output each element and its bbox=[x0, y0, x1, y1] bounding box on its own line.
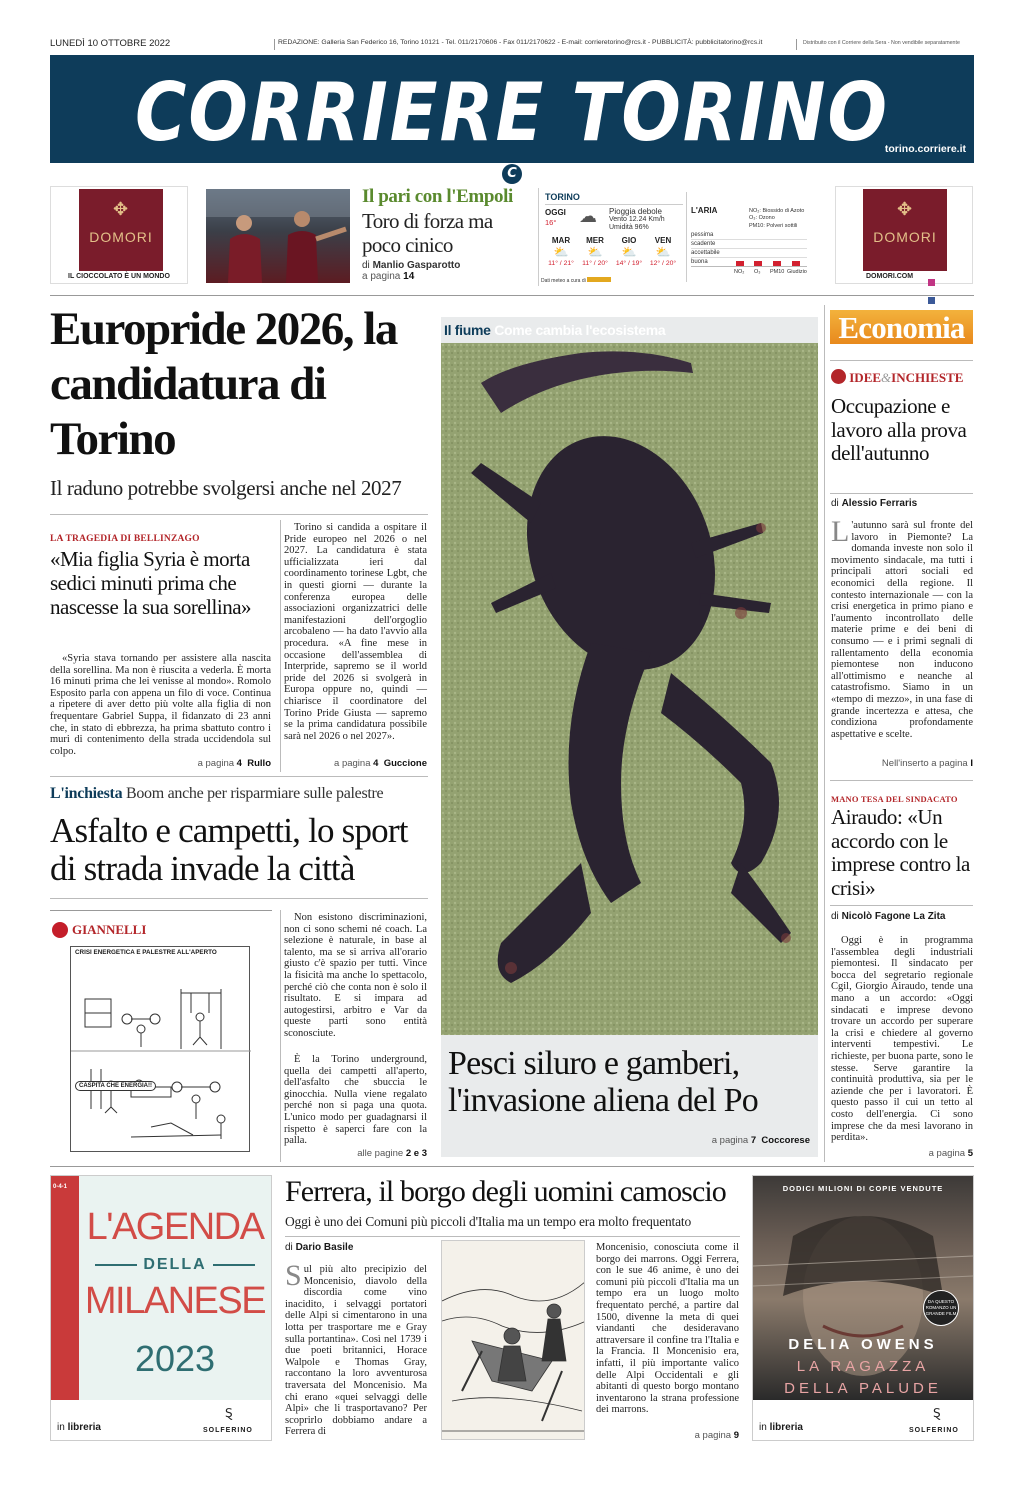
lead-headline[interactable]: Europride 2026, la candidatura di Torino bbox=[50, 303, 397, 465]
tragedia-kicker: LA TRAGEDIA DI BELLINZAGO bbox=[50, 534, 200, 544]
sindacato-kicker: MANO TESA DEL SINDACATO bbox=[831, 794, 958, 804]
book-film-badge: DA QUESTO ROMANZO UN GRANDE FILM bbox=[923, 1290, 959, 1326]
lead-author: Guccione bbox=[383, 758, 427, 769]
air-axis-0: NO₂ bbox=[734, 269, 745, 275]
economia-body-wrap bbox=[831, 515, 973, 740]
sun-cloud-icon: ⛅ bbox=[655, 245, 671, 259]
social-icons bbox=[928, 273, 944, 280]
tragedia-body: «Syria stava tornando per assistere alla nascita della sorellina. Ma non è riuscita a vederla. È morta 16 minuti prima che lei venisse al mondo». Romolo Esposito parla con appena un filo di voce. Continua a ripetere di aver detto più volte alla figlia di non frequentare Gabriel Suppa, il fidanzato di 23 anni che, in stato di ebbrezza, ha prima sbattuto contro i muri di contenimento della strada uccidendola sul colpo. bbox=[50, 653, 271, 757]
air-title: L'ARIA bbox=[691, 206, 718, 215]
agenda-in-libreria: in libreria bbox=[57, 1422, 101, 1433]
fiume-box bbox=[441, 317, 818, 1157]
agenda-badge: 0-4-1 bbox=[53, 1184, 68, 1190]
air-bar-pm10 bbox=[773, 261, 781, 266]
domori-url: DOMORI.COM bbox=[866, 273, 914, 280]
inchiesta-body-2: È la Torino underground, quella dei campetti all'aperto, dell'asfalto che sbuccia le ginocchia. Nulla viene regalato perché non si paga una quota. L'unico modo per guadagnarsi il rispetto è saperci fare con la palla. bbox=[284, 1054, 427, 1147]
tragedia-author: Rullo bbox=[247, 758, 271, 769]
weather-credit: Dati meteo a cura di bbox=[541, 277, 611, 284]
ferrera-headline[interactable]: Ferrera, il borgo degli uomini camoscio bbox=[285, 1175, 726, 1208]
forecast-day-temp: 12° / 20° bbox=[649, 260, 677, 267]
sport-kicker: Il pari con l'Empoli bbox=[362, 186, 513, 207]
sindacato-byline: di Nicolò Fagone La Zita bbox=[831, 911, 946, 922]
inchiesta-kicker-line bbox=[50, 785, 383, 803]
air-legend-2: PM10: Polveri sottili bbox=[749, 223, 798, 229]
weather-today-desc: Pioggia debole bbox=[609, 207, 662, 216]
air-bar-giudizio bbox=[792, 261, 800, 266]
forecast-day-name: MER bbox=[586, 236, 604, 245]
agenda-publisher: SOLFERINO bbox=[203, 1427, 253, 1434]
economia-banner[interactable] bbox=[830, 310, 973, 344]
sun-cloud-icon: ⛅ bbox=[553, 245, 569, 259]
sport-by: di bbox=[362, 260, 370, 271]
domori-brand-right: DOMORI bbox=[873, 229, 937, 245]
ferrera-body-1: ul più alto precipizio del Moncenisio, diavolo della discordia come vino inacidito, i selvaggi portatori delle Alpi si cimentarono in una lotta per trasportare me e Gray sulla portantina». Così nel 1739 i due poeti britannici, Horace Walpole e Thomas Gray, raccontano la loro avventurosa traversata del Moncenisio. Ma chi erano «quei selvaggi delle Alpi» che li trasportavano? Per scoprirlo dobbiamo andare a Ferrera di bbox=[285, 1264, 427, 1438]
agenda-year: 2023 bbox=[134, 1338, 216, 1379]
air-legend-1: O₃: Ozono bbox=[749, 215, 775, 221]
weather-today-temp: 16° bbox=[545, 218, 557, 227]
lead-pageref[interactable]: a pagina 4 Guccione bbox=[334, 758, 427, 769]
inchiesta-kicker-rest: Boom anche per risparmiare sulle palestre bbox=[125, 785, 384, 802]
fiume-kicker-line bbox=[444, 322, 665, 338]
domori-emblem-icon: ✥ bbox=[897, 199, 913, 219]
cartoon-drawing bbox=[70, 946, 250, 1152]
weather-humidity: Umidità 96% bbox=[609, 224, 649, 231]
forecast-day-0 bbox=[545, 236, 577, 267]
book-in-libreria: in libreria bbox=[759, 1422, 803, 1433]
sun-cloud-icon: ⛅ bbox=[587, 245, 603, 259]
economia-tag: IDEE&INCHIESTE bbox=[831, 369, 963, 386]
air-axis-2: PM10 bbox=[770, 269, 785, 275]
economia-byline: di Alessio Ferraris bbox=[831, 498, 918, 509]
cloud-icon: ☁ bbox=[579, 206, 597, 226]
air-legend-0: NO₂: Biossido di Azoto bbox=[749, 208, 805, 214]
forecast-day-temp: 11° / 21° bbox=[548, 260, 574, 267]
cartoon-balloon: CASPITA CHE ENERGIA!! bbox=[75, 1081, 156, 1091]
ferrera-engraving bbox=[441, 1240, 585, 1440]
ad-domori-right[interactable] bbox=[835, 186, 973, 284]
lead-body: Torino si candida a ospitare il Pride europeo nel 2026 o nel 2027. La candidatura è stata ufficializzata ieri dal coordinamento torinese Lgbt, che in questi giorni — durante la conferenza europea delle associazioni organizzatrici delle manifestazioni dell'orgoglio arcobaleno — ha dato l'avvio alla procedura. «A fine mese in occasione dell'assemblea di Interpride, sapremo se il world pride del 2026 si svolgerà in Europa oppure no, quindi — chiarisce il coordinatore del Torino Pride Giusta — sapremo se la prima candidatura possibile sarà nel 2026 o nel 2027». bbox=[284, 522, 427, 742]
economia-title: Economia bbox=[838, 310, 965, 345]
air-level-3: buona bbox=[691, 259, 708, 265]
tragedia-pageref[interactable]: a pagina 4 Rullo bbox=[197, 758, 271, 769]
fiume-kicker: Il fiume bbox=[444, 322, 491, 338]
book-title-2: DELLA PALUDE bbox=[784, 1380, 942, 1397]
sport-author: Manlio Gasparotto bbox=[372, 260, 461, 271]
cartoon-author: GIANNELLI bbox=[72, 922, 147, 937]
ferrera-author: Dario Basile bbox=[295, 1242, 354, 1253]
air-level-0: pessima bbox=[691, 232, 714, 238]
forecast-day-temp: 11° / 20° bbox=[582, 260, 608, 267]
ferrera-subhead: Oggi è uno dei Comuni più piccoli d'Italia ma un tempo era molto frequentato bbox=[285, 1214, 692, 1229]
distribution-note: Distribuito con il Corriere della Sera - Non vendibile separatamente bbox=[803, 40, 960, 46]
economia-body: 'autunno sarà sul fronte del lavoro in Piemonte? La domanda investe non solo il movimento sindacale, ma tutti i principali attori sociali ed economici della regione. Il contesto internazionale — con la crisi energetica in primo piano e l'aumento incontrollato delle materie prime e dei beni di consumo — e i primi segnali di rallentamento della economia piemontese non inducono all'ottimismo e neanche al catastrofismo. Siamo in un «tempo di mezzo», in una fase di grande incertezza e attesa, che condiziona profondamente aspettative e scelte. bbox=[831, 520, 973, 740]
book-author: DELIA OWENS bbox=[788, 1336, 938, 1353]
domori-tagline: IL CIOCCOLATO È UN MONDO bbox=[68, 273, 170, 280]
fiume-pageref[interactable]: a pagina 7 Coccorese bbox=[711, 1135, 810, 1146]
weather-wind: Vento 12.24 Km/h bbox=[609, 216, 665, 223]
lead-subhead: Il raduno potrebbe svolgersi anche nel 2027 bbox=[50, 476, 402, 500]
book-title-1: LA RAGAZZA bbox=[796, 1358, 930, 1375]
rain-cloud-icon: ⛅ bbox=[621, 245, 637, 259]
redazione-info: REDAZIONE: Galleria San Federico 16, Torino 10121 - Tel. 011/2170606 - Fax 011/2170622 - E-mail: corrieretorino@rcs.it - PUBBLICITÀ: pubblicitatorino@rcs.it bbox=[278, 39, 763, 46]
forecast-day-name: GIO bbox=[621, 236, 637, 245]
fiume-kicker-rest: Come cambia l'ecosistema bbox=[494, 322, 666, 338]
cartoon-caption: CRISI ENERGETICA E PALESTRE ALL'APERTO bbox=[75, 949, 217, 956]
inchiesta-body-1: Non esistono discriminazioni, non ci sono schemi né coach. La selezione è naturale, in base al talento, ma se si arriva all'orario giusto c'è spazio per tutti. Vince la fisicità ma anche lo spettacolo, perché ciò che conta non è solo il risultato. E si impara ad autogestirsi, arbitro e Var da queste parti sono entità sconosciute. bbox=[284, 912, 427, 1039]
corriere-logo-icon: C bbox=[502, 164, 522, 184]
book-ad[interactable] bbox=[752, 1175, 974, 1441]
air-bar-o3 bbox=[754, 261, 762, 266]
ferrera-body-1-wrap bbox=[285, 1259, 427, 1438]
forecast-day-temp: 14° / 19° bbox=[615, 260, 643, 267]
economia-tag-icon bbox=[831, 369, 846, 384]
issue-date: LUNEDÌ 10 OTTOBRE 2022 bbox=[50, 38, 171, 49]
weather-box bbox=[538, 188, 810, 286]
weather-city: TORINO bbox=[545, 192, 580, 202]
domori-brand: DOMORI bbox=[89, 229, 153, 245]
book-top-line: DODICI MILIONI DI COPIE VENDUTE bbox=[782, 1184, 944, 1193]
solferino-logo-icon: Ȿ bbox=[225, 1406, 233, 1420]
sindacato-headline[interactable]: Airaudo: «Un accordo con le imprese contro la crisi» bbox=[831, 805, 970, 900]
book-publisher: SOLFERINO bbox=[909, 1427, 959, 1434]
domori-emblem-icon: ✥ bbox=[113, 199, 129, 219]
masthead bbox=[50, 55, 974, 163]
masthead-url[interactable]: torino.corriere.it bbox=[884, 143, 966, 155]
agenda-ad[interactable] bbox=[50, 1175, 272, 1441]
crayfish-photo[interactable] bbox=[441, 343, 818, 1035]
top-bar bbox=[50, 38, 974, 52]
masthead-title[interactable]: CORRIERE TORINO bbox=[135, 65, 889, 160]
sindacato-author: Nicolò Fagone La Zita bbox=[841, 911, 946, 922]
air-axis-1: O₃ bbox=[754, 269, 761, 275]
forecast-day-name: VEN bbox=[654, 236, 672, 245]
forecast-day-1 bbox=[579, 236, 611, 267]
air-bar-no2 bbox=[736, 261, 744, 266]
economia-pageref[interactable]: Nell'inserto a pagina I bbox=[881, 758, 973, 769]
ferrera-pageref[interactable]: a pagina 9 bbox=[694, 1430, 739, 1441]
ferrera-dropcap: S bbox=[285, 1259, 302, 1292]
sport-headline: Toro di forza ma poco cinico bbox=[362, 209, 493, 257]
economia-headline[interactable]: Occupazione e lavoro alla prova dell'autunno bbox=[831, 394, 967, 465]
inchiesta-pageref[interactable]: alle pagine 2 e 3 bbox=[357, 1148, 427, 1159]
sindacato-body: Oggi è in programma l'assemblea degli industriali piemontesi. Il sindacato per bocca del segretario regionale Cgil, Giorgio Airaudo, tende una mano a un accordo: «Oggi sindacati e imprese devono trovare un accordo per superare la crisi e chiedere al governo interventi tempestivi. Le richieste, per buona parte, sono le stesse. Serve garantire la continuità produttiva, sia per le aziende che per i lavoratori. È questo passo il cui un tetto al costo dell'energia. Ci sono imprese che da mesi lavorano in perdita». bbox=[831, 935, 973, 1144]
sport-teaser[interactable] bbox=[362, 186, 528, 282]
economia-dropcap: L bbox=[831, 515, 850, 548]
ad-domori-left[interactable] bbox=[50, 186, 188, 284]
sport-pageref: a pagina bbox=[362, 271, 401, 282]
sport-page: 14 bbox=[403, 271, 415, 282]
forecast-day-name: MAR bbox=[551, 236, 571, 245]
fiume-author: Coccorese bbox=[761, 1135, 810, 1146]
economia-author: Alessio Ferraris bbox=[841, 498, 918, 509]
solferino-logo-icon: Ȿ bbox=[933, 1406, 941, 1420]
sindacato-pageref[interactable]: a pagina 5 bbox=[928, 1148, 973, 1159]
agenda-line2: DELLA bbox=[143, 1256, 207, 1273]
inchiesta-headline[interactable]: Asfalto e campetti, lo sport di strada invade la città bbox=[50, 811, 408, 888]
forecast-day-2 bbox=[613, 236, 645, 267]
ferrera-byline: di Dario Basile bbox=[285, 1242, 354, 1253]
agenda-line1: L'AGENDA bbox=[86, 1206, 264, 1248]
cartoon-dot-icon bbox=[52, 922, 68, 938]
air-level-1: scadente bbox=[691, 241, 716, 247]
ferrera-body-2: Moncenisio, conosciuta come il borgo dei marrons. Oggi Ferrera, con le sue 46 anime, è uno dei comuni più piccoli d'Italia ma un tempo era un luogo molto frequentato perché, a partire dal 1500, divenne la meta di quei viandanti che desideravano attraversare il confine tra l'Italia e la Francia. Il Moncenisio era, infatti, il più importante valico delle Alpi Occidentali e gli abitanti di questo borgo montano inventarono la strana professione dei marrons. bbox=[596, 1242, 739, 1416]
weather-today-label: OGGI bbox=[545, 208, 566, 217]
sport-photo bbox=[206, 189, 350, 283]
tragedia-headline[interactable]: «Mia figlia Syria è morta sedici minuti prima che nascesse la sua sorellina» bbox=[50, 547, 252, 619]
inchiesta-kicker: L'inchiesta bbox=[50, 785, 123, 802]
fiume-headline[interactable]: Pesci siluro e gamberi, l'invasione aliena del Po bbox=[448, 1045, 758, 1119]
air-axis-3: Giudizio bbox=[787, 269, 807, 275]
air-level-2: accettabile bbox=[691, 250, 720, 256]
cartoon-box bbox=[50, 910, 272, 1160]
agenda-line3: MILANESE bbox=[84, 1280, 266, 1322]
forecast-day-3 bbox=[647, 236, 679, 267]
